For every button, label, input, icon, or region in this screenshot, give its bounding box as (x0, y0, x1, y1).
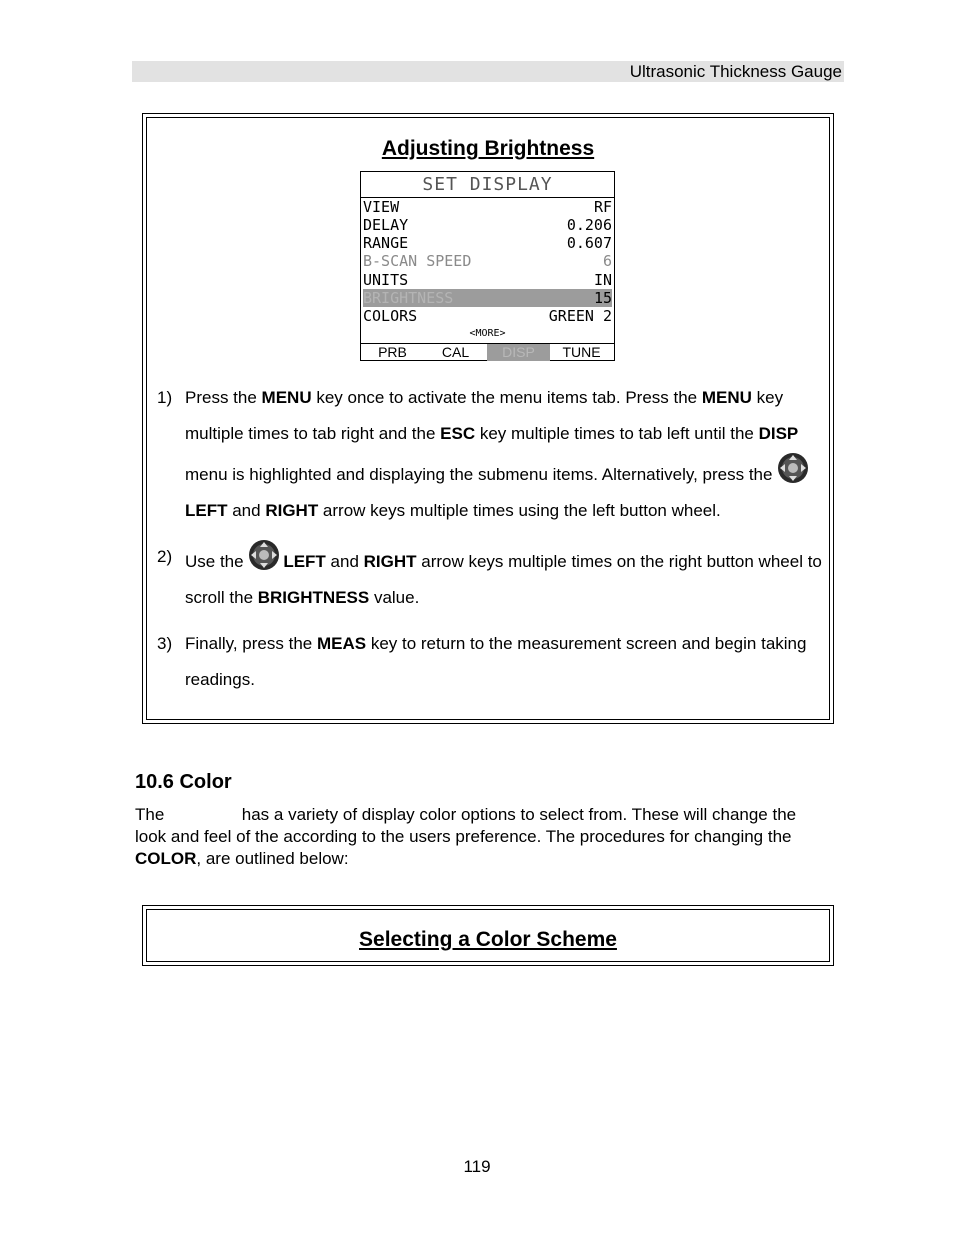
procedure-steps (157, 380, 827, 698)
menu-row-value: 0.607 (566, 234, 612, 252)
step-number: 3) (157, 634, 173, 653)
menu-row-label: BRIGHTNESS (363, 289, 454, 307)
menu-row-range (363, 234, 612, 252)
gauge-screen (360, 171, 615, 361)
arrow-keypad-icon (777, 452, 809, 484)
screen-title: SET DISPLAY (422, 174, 553, 195)
page-header (132, 61, 844, 82)
menu-row-value: 0.206 (566, 216, 612, 234)
menu-row-label: COLORS (363, 307, 418, 325)
step-text: Finally, press the MEAS key to return to the measurement screen and begin taking readings. (185, 634, 807, 689)
tab-disp: DISP (487, 344, 550, 361)
step-3 (157, 626, 827, 698)
menu-row-brightness (363, 289, 612, 307)
tab-tune: TUNE (562, 344, 601, 360)
section-paragraph: The has a variety of display color options to select from. These will change the look and feel of the according to the users preference. The procedures for changing the COLOR, are outlined below: (135, 805, 797, 868)
menu-row-delay (363, 216, 612, 234)
brightness-box-title: Adjusting Brightness (381, 137, 595, 160)
page-number: 119 (463, 1157, 491, 1176)
menu-row-label: DELAY (363, 216, 409, 234)
menu-row-value: IN (593, 271, 612, 289)
step-1 (157, 380, 827, 529)
menu-row-value: 6 (602, 252, 612, 270)
header-title: Ultrasonic Thickness Gauge (629, 62, 842, 81)
menu-row-value: GREEN 2 (548, 307, 612, 325)
menu-row-label: RANGE (363, 234, 409, 252)
menu-row-value: RF (593, 198, 612, 216)
menu-row-label: UNITS (363, 271, 409, 289)
menu-row-colors (363, 307, 612, 325)
arrow-keypad-icon (248, 539, 280, 571)
screen-tab-bar (361, 344, 614, 361)
menu-row-bscan-speed (363, 252, 612, 270)
menu-row-label: VIEW (363, 198, 400, 216)
section-heading: 10.6 Color (135, 771, 232, 793)
tab-cal: CAL (441, 344, 470, 360)
step-text: Press the MENU key once to activate the menu items tab. Press the MENU key multiple times to tab right and the ESC key multiple times to tab left until the DISP menu is highlighted and displaying the submenu items. Alternatively, press the LEFT and RIGHT arrow keys multiple times using the left button wheel. (185, 380, 827, 529)
menu-row-label: B-SCAN SPEED (363, 252, 472, 270)
menu-row-value: 15 (593, 289, 612, 307)
step-number: 1) (157, 388, 173, 407)
step-2 (157, 539, 827, 616)
menu-row-view (363, 198, 612, 216)
menu-row-units (363, 271, 612, 289)
step-text: Use the LEFT and RIGHT arrow keys multiple times on the right button wheel to scroll the BRIGHTNESS value. (185, 539, 827, 616)
color-box-title: Selecting a Color Scheme (359, 928, 617, 951)
step-number: 2) (157, 547, 173, 566)
tab-prb: PRB (378, 344, 407, 360)
color-procedure-box (142, 905, 834, 966)
more-indicator: <MORE> (469, 328, 506, 339)
